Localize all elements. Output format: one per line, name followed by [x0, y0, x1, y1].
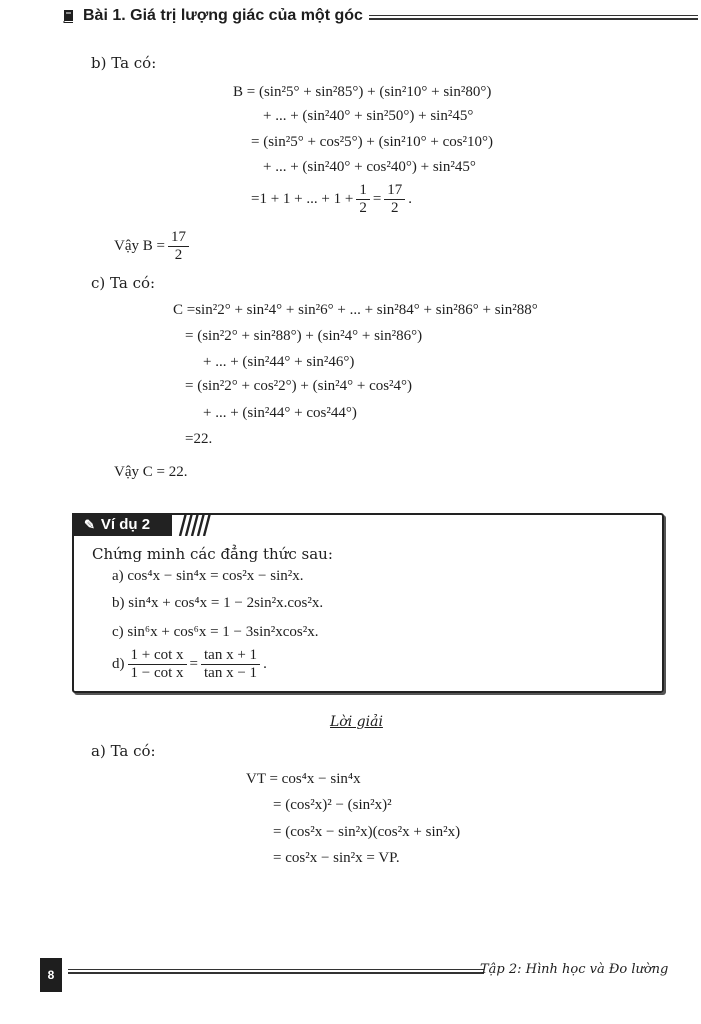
book-icon	[62, 9, 75, 23]
equals-sign: =	[372, 191, 382, 208]
page-header	[62, 4, 698, 28]
solution-line-2: = (cos²x)² − (sin²x)²	[273, 797, 392, 813]
footer-rule	[68, 969, 484, 974]
part-b-label: b) Ta có:	[91, 54, 157, 72]
fraction-denominator: 2	[391, 200, 399, 217]
part-c-line-1: C =sin²2° + sin²4° + sin²6° + ... + sin²84° + sin²86° + sin²88°	[173, 302, 538, 318]
page-number: 8	[40, 958, 62, 992]
fraction-denominator: 2	[174, 247, 183, 264]
fraction-denominator: 2	[359, 200, 367, 217]
part-c-line-2: = (sin²2° + sin²88°) + (sin²4° + sin²86°)	[185, 328, 423, 344]
part-b-line-1: B = (sin²5° + sin²85°) + (sin²10° + sin²80°)	[233, 84, 492, 100]
equals-sign: =	[189, 656, 199, 673]
part-b-line-2: + ... + (sin²40° + sin²50°) + sin²45°	[263, 108, 474, 124]
item-d-label: d)	[112, 656, 125, 673]
fraction-numerator: 17	[168, 229, 189, 247]
solution-line-1: VT = cos⁴x − sin⁴x	[246, 771, 361, 787]
part-b-line-3: = (sin²5° + cos²5°) + (sin²10° + cos²10°)	[251, 134, 494, 150]
part-b-conclusion	[114, 229, 192, 265]
fraction-denominator: tan x − 1	[204, 665, 258, 682]
conclusion-prefix: Vậy B =	[114, 238, 165, 255]
fraction-one-half	[356, 182, 370, 218]
example-item-b: b) sin⁴x + cos⁴x = 1 − 2sin²x.cos²x.	[112, 595, 324, 611]
conclusion-fraction	[168, 229, 189, 265]
period: .	[408, 191, 413, 208]
example-tab-label: Ví dụ 2	[100, 516, 151, 533]
part-b-line-4: + ... + (sin²40° + cos²40°) + sin²45°	[263, 159, 476, 175]
part-b-line-5	[251, 182, 412, 218]
part-c-line-3: + ... + (sin²44° + sin²46°)	[203, 354, 355, 370]
tab-stripes-decoration	[176, 513, 216, 536]
example-tab	[72, 513, 172, 536]
part-b-line-5-prefix: =1 + 1 + ... + 1 +	[251, 191, 354, 208]
example-item-d	[112, 647, 267, 683]
header-rule	[369, 15, 698, 20]
solution-line-3: = (cos²x − sin²x)(cos²x + sin²x)	[273, 824, 461, 840]
book-title: Tập 2: Hình học và Đo lường	[480, 962, 669, 977]
part-c-line-6: =22.	[185, 431, 213, 447]
edit-icon: ✎	[84, 516, 95, 532]
fraction-numerator: 1	[356, 182, 370, 200]
part-c-line-5: + ... + (sin²44° + cos²44°)	[203, 405, 357, 421]
example-intro: Chứng minh các đẳng thức sau:	[92, 545, 333, 563]
fraction-numerator: 17	[384, 182, 405, 200]
period: .	[263, 656, 267, 673]
solution-heading: Lời giải	[330, 714, 383, 730]
solution-label: a) Ta có:	[91, 742, 156, 760]
fraction-denominator: 1 − cot x	[130, 665, 184, 682]
example-item-c: c) sin⁶x + cos⁶x = 1 − 3sin²xcos²x.	[112, 624, 319, 640]
item-d-left-fraction	[128, 647, 187, 683]
example-item-a: a) cos⁴x − sin⁴x = cos²x − sin²x.	[112, 568, 304, 584]
solution-line-4: = cos²x − sin²x = VP.	[273, 850, 400, 866]
section-title: Bài 1. Giá trị lượng giác của một góc	[83, 7, 363, 24]
part-c-conclusion: Vậy C = 22.	[114, 464, 188, 480]
fraction-numerator: 1 + cot x	[128, 647, 187, 665]
part-c-label: c) Ta có:	[91, 274, 156, 292]
fraction-seventeen-halves	[384, 182, 405, 218]
part-c-line-4: = (sin²2° + cos²2°) + (sin²4° + cos²4°)	[185, 378, 413, 394]
fraction-numerator: tan x + 1	[201, 647, 260, 665]
item-d-right-fraction	[201, 647, 260, 683]
